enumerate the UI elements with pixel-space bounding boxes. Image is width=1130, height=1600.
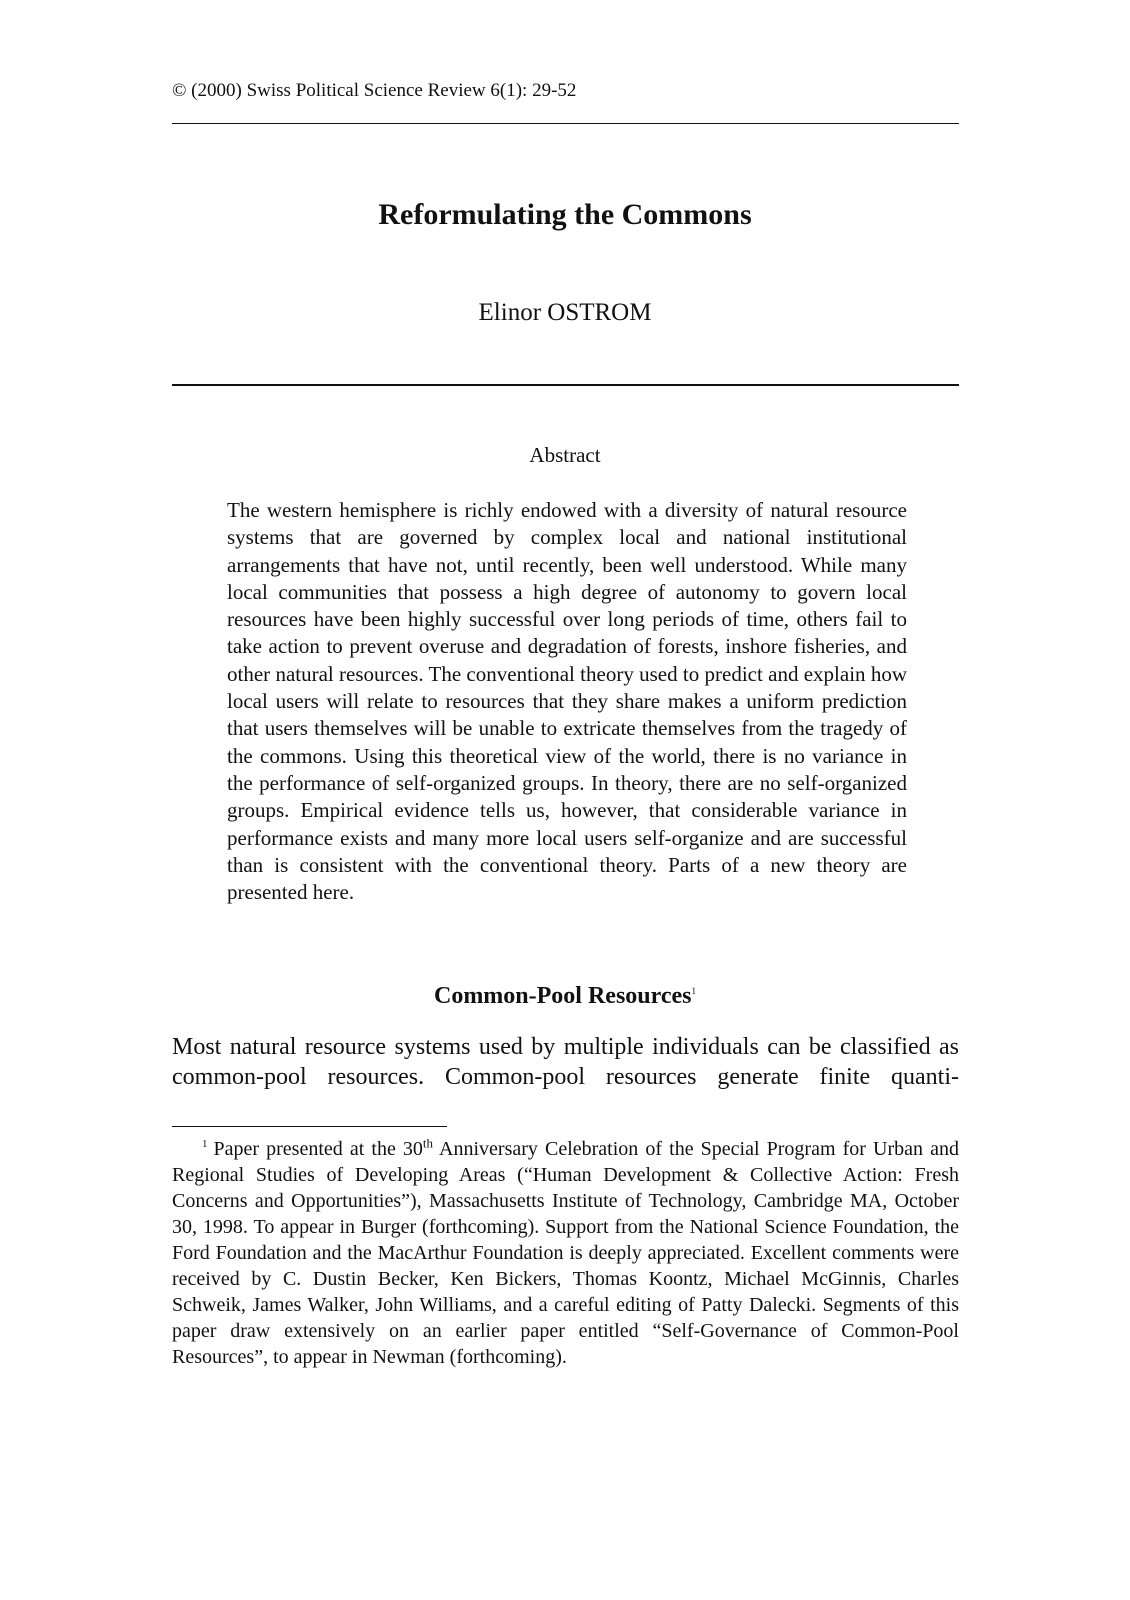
footnote-mark: 1 [202,1138,208,1151]
abstract-heading: Abstract [529,443,601,467]
footnote [172,1136,959,1370]
section-heading-text: Common-Pool Resources [433,983,692,1009]
footnote-reference[interactable]: 1 [691,986,697,996]
section-heading [0,982,1130,1010]
title-block-rule [172,384,959,386]
body-paragraph: Most natural resource systems used by multiple individuals can be classified as common-pool resources. Common-pool resources generate finite quanti- [172,1034,959,1090]
author-name: Elinor OSTROM [478,299,652,326]
paper-title: Reformulating the Commons [378,198,752,231]
footnote-text-start: Paper presented at the 30 [213,1138,423,1160]
header-rule [172,123,959,124]
footnote-text-rest: Anniversary Celebration of the Special Program for Urban and Regional Studies of Developing Areas (“Human Development & Collective Action: Fresh Concerns and Opportunities”), Massachusetts Institute of Technology, Cambridge MA, October 30, 1998. To appear in Burger (forthcoming). Support from the National Science Foundation, the Ford Foundation and the MacArthur Foundation is deeply appreciated. Excellent comments were received by C. Dustin Becker, Ken Bickers, Thomas Koontz, Michael McGinnis, Charles Schweik, James Walker, John Williams, and a careful editing of Patty Dalecki. Segments of this paper draw extensively on an earlier paper entitled “Self-Governance of Common-Pool Resources”, to appear in Newman (forthcoming). [172,1138,959,1368]
running-head: © (2000) Swiss Political Science Review 6(1): 29-52 [172,80,577,101]
abstract-text: The western hemisphere is richly endowed with a diversity of natural resource systems that are governed by complex local and national institutional arrangements that have not, until recently, been well understood. While many local communities that possess a high degree of autonomy to govern local resources have been highly successful over long periods of time, others fail to take action to prevent overuse and degradation of forests, inshore fisheries, and other natural resources. The conventional theory used to predict and explain how local users will relate to resources that they share makes a uniform prediction that users themselves will be unable to extricate themselves from the tragedy of the commons. Using this theoretical view of the world, there is no variance in the performance of self-organized groups. In theory, there are no self-organized groups. Empirical evidence tells us, however, that considerable variance in performance exists and many more local users self-organize and are successful than is consistent with the conventional theory. Parts of a new theory are presented here. [227,498,907,905]
footnote-rule [172,1126,447,1127]
footnote-ordinal-suffix: th [422,1135,434,1151]
